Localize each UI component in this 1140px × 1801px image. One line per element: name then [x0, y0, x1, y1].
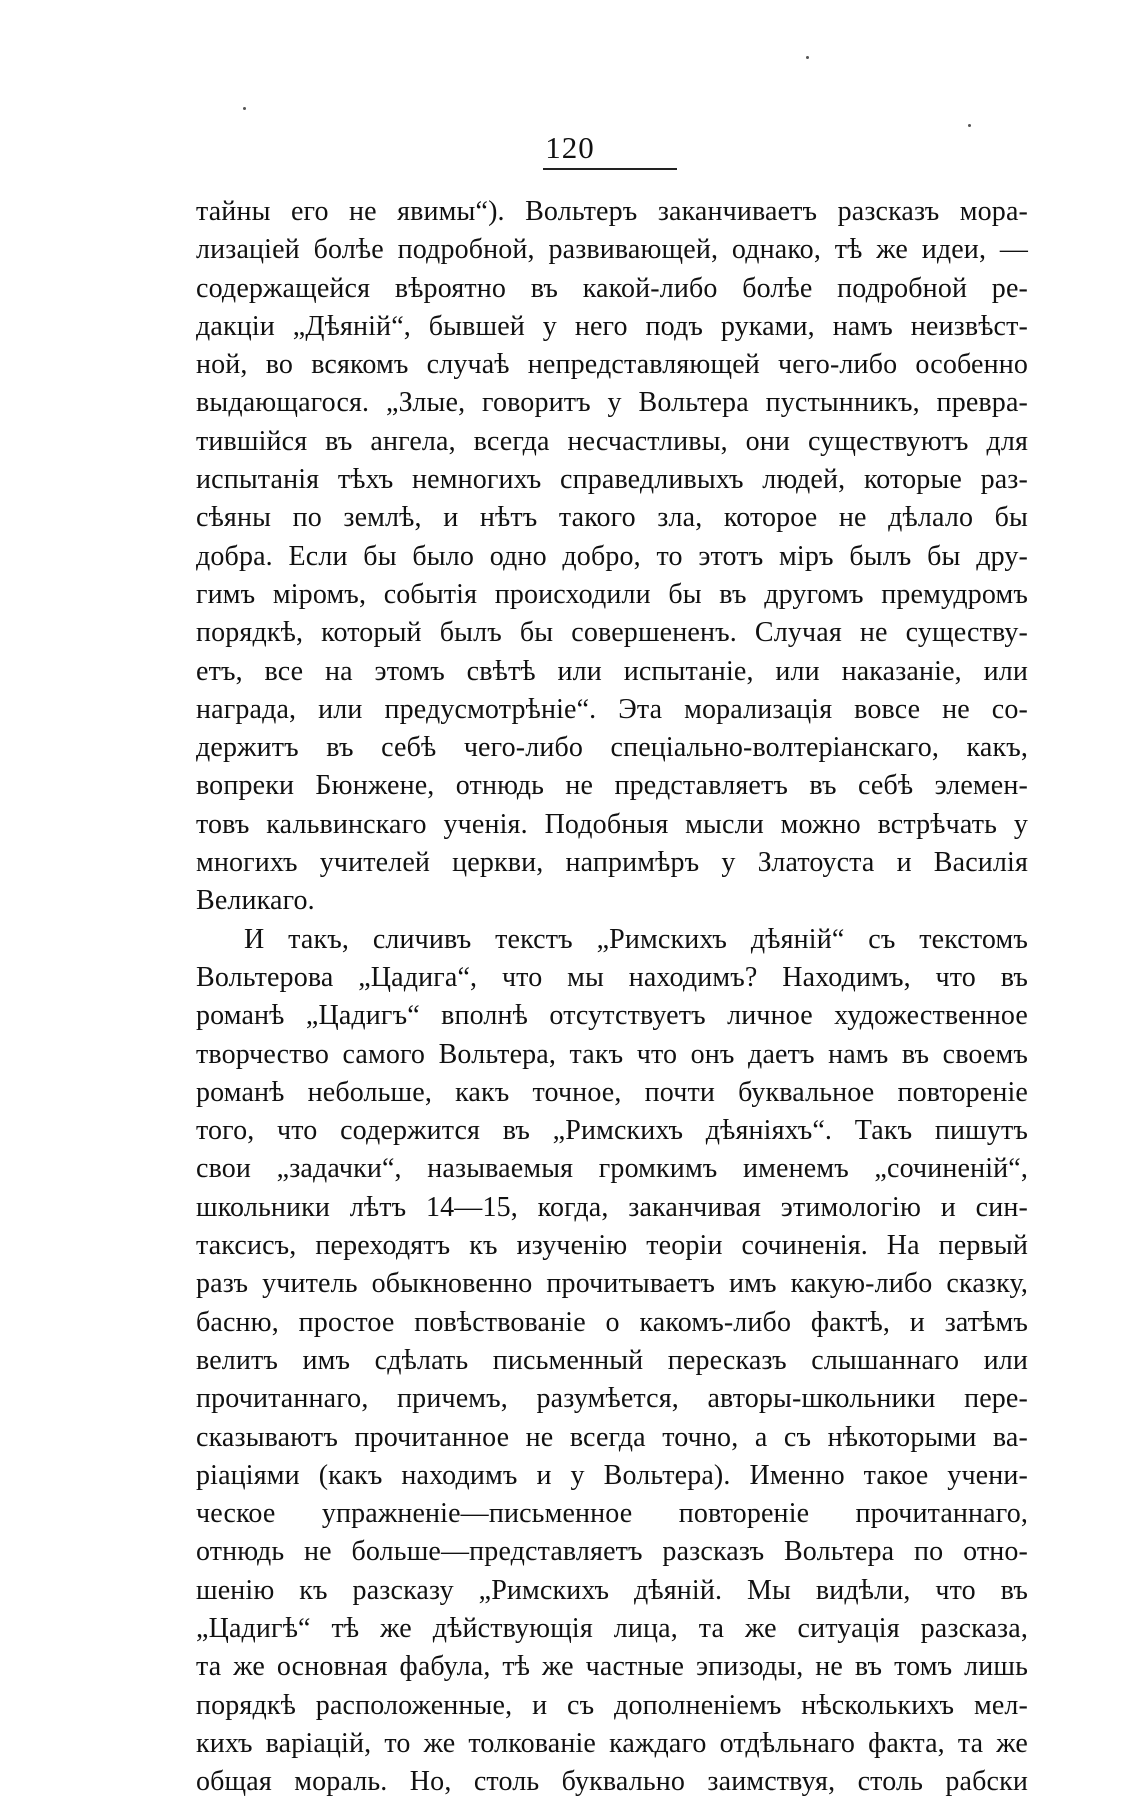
- page-number: 120: [545, 130, 595, 165]
- text-line: та же основная фабула, тѣ же частные эпизоды, не въ томъ лишь: [196, 1651, 1028, 1683]
- text-line: вопреки Бюнжене, отнюдь не представляетъ въ себѣ элемен-: [196, 770, 1028, 802]
- text-line: таксисъ, переходятъ къ изученію теоріи сочиненія. На первый: [196, 1230, 1028, 1262]
- text-line: сказываютъ прочитанное не всегда точно, а съ нѣкоторыми ва-: [196, 1421, 1028, 1453]
- text-line: шенію къ разсказу „Римскихъ дѣяній. Мы видѣли, что въ: [196, 1574, 1028, 1606]
- text-line: ческое упражненіе—письменное повтореніе прочитаннаго,: [196, 1498, 1028, 1530]
- text-line: тайны его не явимы“). Вольтеръ заканчиваетъ разсказъ мора-: [196, 196, 1028, 227]
- text-line: лизаціей болѣе подробной, развивающей, однако, тѣ же идеи, —: [196, 234, 1028, 266]
- text-line: гимъ міромъ, событія происходили бы въ другомъ премудромъ: [196, 578, 1028, 610]
- text-line: содержащейся вѣроятно въ какой-либо болѣе подробной ре-: [196, 272, 1028, 304]
- text-line: велитъ имъ сдѣлать письменный пересказъ слышаннаго или: [196, 1344, 1028, 1376]
- text-line: романѣ „Цадигъ“ вполнѣ отсутствуетъ личное художественное: [196, 1000, 1028, 1032]
- text-line: етъ, все на этомъ свѣтѣ или испытаніе, или наказаніе, или: [196, 655, 1028, 687]
- text-line: выдающагося. „Злые, говоритъ у Вольтера пустынникъ, превра-: [196, 387, 1028, 419]
- text-line: сѣяны по землѣ, и нѣтъ такого зла, которое не дѣлало бы: [196, 502, 1028, 534]
- text-line: добра. Если бы было одно добро, то этотъ міръ былъ бы дру-: [196, 540, 1028, 572]
- text-line: порядкѣ расположенные, и съ дополненіемъ нѣсколькихъ мел-: [196, 1689, 1028, 1721]
- text-line: прочитаннаго, причемъ, разумѣется, авторы-школьники пере-: [196, 1383, 1028, 1415]
- text-line: того, что содержится въ „Римскихъ дѣяніяхъ“. Такъ пишутъ: [196, 1115, 1028, 1147]
- text-line: „Цадигѣ“ тѣ же дѣйствующія лица, та же ситуація разсказа,: [196, 1612, 1028, 1644]
- text-line: ріаціями (какъ находимъ и у Вольтера). Именно такое учени-: [196, 1459, 1028, 1491]
- text-line: школьники лѣтъ 14—15, когда, заканчивая этимологію и син-: [196, 1191, 1028, 1223]
- body-text: [196, 193, 1028, 1801]
- text-line: ной, во всякомъ случаѣ непредставляющей чего-либо особенно: [196, 349, 1028, 381]
- text-line: Великаго.: [196, 885, 315, 917]
- page-number-rule: [543, 168, 677, 170]
- text-line: разъ учитель обыкновенно прочитываетъ имъ какую-либо сказку,: [196, 1268, 1028, 1300]
- text-line: держитъ въ себѣ чего-либо спеціально-волтеріанскаго, какъ,: [196, 732, 1028, 764]
- text-line: басню, простое повѣствованіе о какомъ-либо фактѣ, и затѣмъ: [196, 1306, 1028, 1338]
- text-line: творчество самого Вольтера, такъ что онъ даетъ намъ въ своемъ: [196, 1038, 1028, 1070]
- text-line: Вольтерова „Цадига“, что мы находимъ? Находимъ, что въ: [196, 961, 1028, 993]
- paragraph-first-line: И такъ, сличивъ текстъ „Римскихъ дѣяній“ съ текстомъ: [244, 923, 1028, 955]
- text-line: романѣ небольше, какъ точное, почти буквальное повтореніе: [196, 1076, 1028, 1108]
- text-line: кихъ варіацій, то же толкованіе каждаго отдѣльнаго факта, та же: [196, 1727, 1028, 1759]
- text-line: отнюдь не больше—представляетъ разсказъ Вольтера по отно-: [196, 1536, 1028, 1568]
- text-line: свои „задачки“, называемыя громкимъ именемъ „сочиненій“,: [196, 1153, 1028, 1185]
- scan-speck: [243, 107, 246, 110]
- text-line: общая мораль. Но, столь буквально заимствуя, столь рабски: [196, 1766, 1028, 1798]
- text-line: дакціи „Дѣяній“, бывшей у него подъ руками, намъ неизвѣст-: [196, 310, 1028, 342]
- scan-speck: [968, 124, 971, 127]
- text-line: испытанія тѣхъ немногихъ справедливыхъ людей, которые раз-: [196, 464, 1028, 496]
- text-line: товъ кальвинскаго ученія. Подобныя мысли можно встрѣчать у: [196, 808, 1028, 840]
- text-line: тившійся въ ангела, всегда несчастливы, они существуютъ для: [196, 425, 1028, 457]
- text-line: многихъ учителей церкви, напримѣръ у Златоуста и Василія: [196, 847, 1028, 879]
- scan-speck: [806, 56, 809, 59]
- text-line: награда, или предусмотрѣніе“. Эта морализація вовсе не со-: [196, 693, 1028, 725]
- text-line: порядкѣ, который былъ бы совершененъ. Случая не существу-: [196, 617, 1028, 649]
